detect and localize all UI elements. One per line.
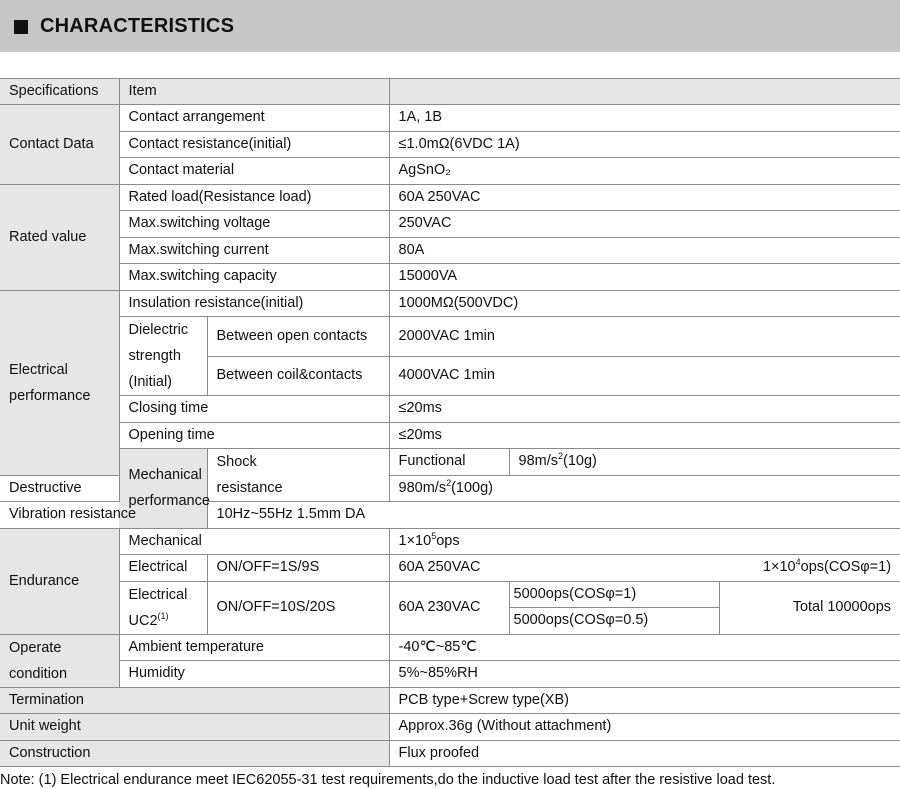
- value-text: 980m/s: [398, 479, 447, 496]
- item-cell: Destructive: [0, 475, 119, 502]
- label-line: UC2: [128, 612, 158, 629]
- value-cell: PCB type+Screw type(XB): [389, 687, 900, 714]
- superscript: 4: [795, 557, 801, 568]
- table-row: [0, 740, 900, 767]
- value-text: ops: [436, 532, 460, 549]
- item-cell: Contact arrangement: [119, 105, 389, 132]
- section-header: [0, 0, 900, 52]
- label-line: resistance: [216, 480, 283, 496]
- group-operate-condition: [0, 634, 119, 687]
- item-cell: Between coil&contacts: [207, 356, 389, 396]
- group-label-line: performance: [9, 387, 91, 404]
- characteristics-table: [0, 78, 900, 767]
- footnote: Note: (1) Electrical endurance meet IEC62055-31 test requirements,do the inductive load test after the resistive load test.: [0, 772, 776, 788]
- value-cell: 60A 250VAC: [389, 184, 900, 211]
- table-header-row: [0, 79, 900, 105]
- superscript: 5: [431, 530, 437, 541]
- label-line: strength: [128, 348, 181, 364]
- square-bullet-icon: [14, 20, 28, 34]
- group-rated-value: Rated value: [0, 184, 119, 290]
- value-cell: 5%~85%RH: [389, 661, 900, 688]
- table-row: [0, 158, 900, 185]
- value-cell: 60A 230VAC: [389, 581, 509, 634]
- value-cell: ≤20ms: [389, 396, 900, 423]
- group-label-line: Operate: [9, 639, 62, 656]
- value-cell: 1A, 1B: [389, 105, 900, 132]
- dielectric-strength-label: [119, 317, 207, 396]
- group-electrical-performance: [0, 290, 119, 475]
- value-text: ops(COSφ=1): [800, 559, 892, 576]
- item-cell: Between open contacts: [207, 317, 389, 357]
- value-text: 98m/s: [518, 453, 559, 470]
- value-text: (100g): [451, 479, 494, 496]
- col-header-item: Item: [119, 79, 389, 105]
- value-cell: 80A: [389, 237, 900, 264]
- value-cell: 15000VA: [389, 264, 900, 291]
- table-row: [0, 528, 900, 555]
- superscript: (1): [157, 610, 169, 621]
- table-row: [0, 237, 900, 264]
- item-cell: Contact material: [119, 158, 389, 185]
- item-cell: Humidity: [119, 661, 389, 688]
- value-cell: 10Hz~55Hz 1.5mm DA: [207, 502, 719, 529]
- total-cell: Total 10000ops: [719, 581, 900, 634]
- item-cell: Opening time: [119, 422, 389, 449]
- item-cell: Electrical: [119, 555, 207, 582]
- table-row: [0, 264, 900, 291]
- table-row: [0, 687, 900, 714]
- item-cell: Vibration resistance: [0, 502, 207, 529]
- label-line: (Initial): [128, 374, 173, 390]
- value-cell: ≤1.0mΩ(6VDC 1A): [389, 131, 900, 158]
- value-cell: 1000MΩ(500VDC): [389, 290, 900, 317]
- table-row: [0, 184, 900, 211]
- table-row: [0, 422, 900, 449]
- group-contact-data: Contact Data: [0, 105, 119, 185]
- ops-cell: 5000ops(COSφ=1): [509, 581, 719, 608]
- item-cell: Closing time: [119, 396, 389, 423]
- ops-cell: 5000ops(COSφ=0.5): [509, 608, 719, 635]
- col-header-specifications: Specifications: [0, 79, 119, 105]
- value-cell: [389, 528, 900, 555]
- table-row: [0, 317, 900, 357]
- item-cell: Mechanical: [119, 528, 389, 555]
- group-label-line: performance: [128, 493, 210, 510]
- value-cell: AgSnO₂: [389, 158, 900, 185]
- col-header-value: [389, 79, 900, 105]
- item-cell: Insulation resistance(initial): [119, 290, 389, 317]
- table-row: [0, 661, 900, 688]
- table-row: [0, 714, 900, 741]
- table-row: [0, 105, 900, 132]
- table-row: [0, 634, 900, 661]
- label-line: Electrical: [128, 586, 188, 603]
- group-label-line: Mechanical: [128, 467, 202, 484]
- ops-text: [763, 555, 891, 580]
- value-cell: 250VAC: [389, 211, 900, 238]
- value-text: 1×10: [762, 559, 796, 576]
- table-row: [0, 502, 900, 529]
- value-cell: -40℃~85℃: [389, 634, 900, 661]
- item-cell: Contact resistance(initial): [119, 131, 389, 158]
- section-title: CHARACTERISTICS: [40, 15, 235, 37]
- item-cell: Termination: [0, 687, 389, 714]
- table-row: [0, 131, 900, 158]
- value-cell: Approx.36g (Without attachment): [389, 714, 900, 741]
- group-label-line: condition: [9, 665, 68, 682]
- item-cell: Construction: [0, 740, 389, 767]
- group-label-line: Electrical: [9, 361, 68, 378]
- item-cell: Unit weight: [0, 714, 389, 741]
- table-row: [0, 555, 900, 582]
- value-text: 1×10: [398, 532, 432, 549]
- table-row: [0, 396, 900, 423]
- superscript: 2: [446, 477, 452, 488]
- label-line: Shock: [216, 454, 257, 470]
- item-cell: Functional: [389, 449, 509, 476]
- item-cell: Ambient temperature: [119, 634, 389, 661]
- item-cell: [119, 581, 207, 634]
- group-endurance: Endurance: [0, 528, 119, 634]
- value-cell: 2000VAC 1min: [389, 317, 900, 357]
- value-text: 60A 250VAC: [398, 559, 481, 576]
- table-row: [0, 211, 900, 238]
- item-cell: Max.switching voltage: [119, 211, 389, 238]
- value-cell: ≤20ms: [389, 422, 900, 449]
- value-cell: [509, 449, 900, 476]
- table-row: [0, 290, 900, 317]
- superscript: 2: [558, 451, 564, 462]
- item-cell: Rated load(Resistance load): [119, 184, 389, 211]
- table-row: [0, 581, 900, 608]
- condition-cell: ON/OFF=1S/9S: [207, 555, 389, 582]
- value-cell: Flux proofed: [389, 740, 900, 767]
- shock-resistance-label: [207, 449, 389, 502]
- value-cell: 4000VAC 1min: [389, 356, 900, 396]
- value-cell: [389, 555, 900, 582]
- table-row: [0, 449, 900, 476]
- condition-cell: ON/OFF=10S/20S: [207, 581, 389, 634]
- item-cell: Max.switching current: [119, 237, 389, 264]
- value-text: (10g): [563, 453, 597, 470]
- value-cell: [389, 475, 900, 502]
- item-cell: Max.switching capacity: [119, 264, 389, 291]
- label-line: Dielectric: [128, 322, 189, 338]
